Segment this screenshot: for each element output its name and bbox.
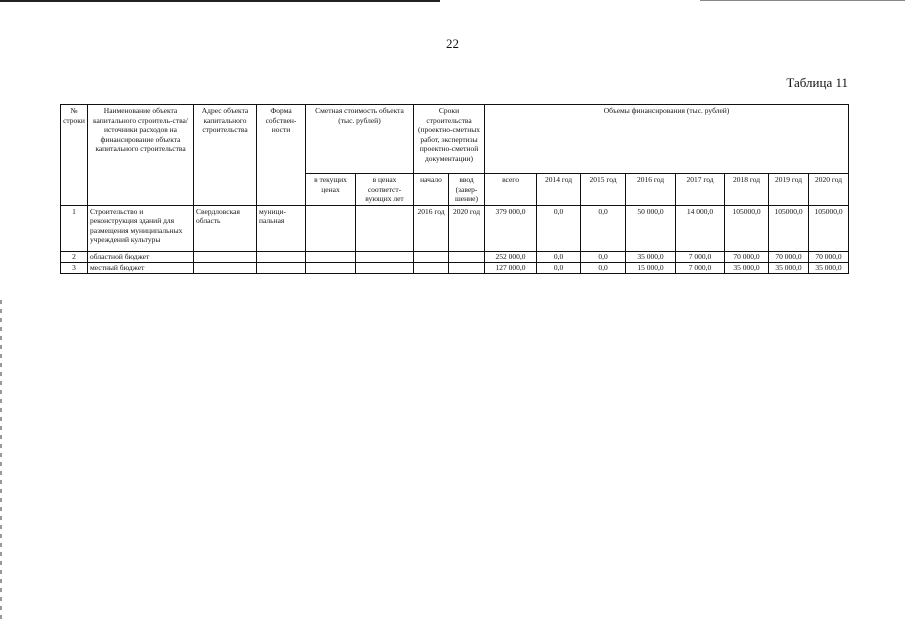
table-row xyxy=(61,262,849,273)
header-year: 2014 год xyxy=(537,174,581,206)
header-ownership: Форма собствен-ности xyxy=(257,105,306,206)
header-terms: Сроки строительства (проектно-сметных работ, экспертизы проектно-сметной документации) xyxy=(414,105,485,174)
cell-total: 127 000,0 xyxy=(485,262,537,273)
header-row-no: № строки xyxy=(61,105,88,206)
header-cost: Сметная стоимость объекта (тыс. рублей) xyxy=(306,105,414,174)
scan-edge-left xyxy=(0,300,2,620)
cell-row-no: 1 xyxy=(61,205,88,251)
cell-year: 0,0 xyxy=(537,251,581,262)
cell-end xyxy=(449,262,485,273)
header-year: 2019 год xyxy=(769,174,809,206)
table-row xyxy=(61,205,849,251)
cell-year: 15 000,0 xyxy=(626,262,676,273)
cell-ownership: муници-пальная xyxy=(257,205,306,251)
cell-address: Свердловская область xyxy=(194,205,257,251)
cell-year: 105000,0 xyxy=(809,205,849,251)
cell-year: 70 000,0 xyxy=(809,251,849,262)
scan-edge-top-right xyxy=(700,0,905,1)
cell-year: 7 000,0 xyxy=(676,251,725,262)
cell-row-no: 2 xyxy=(61,251,88,262)
header-address: Адрес объекта капитального строительства xyxy=(194,105,257,206)
header-term-start: начало xyxy=(414,174,449,206)
header-row-main xyxy=(61,105,849,174)
cell-cost-relevant xyxy=(356,262,414,273)
cell-end xyxy=(449,251,485,262)
page-number: 22 xyxy=(446,36,459,51)
cell-cost-current xyxy=(306,262,356,273)
table-caption: Таблица 11 xyxy=(786,75,848,90)
cell-year: 0,0 xyxy=(581,205,626,251)
cell-year: 50 000,0 xyxy=(626,205,676,251)
header-year: 2016 год xyxy=(626,174,676,206)
header-funding: Объемы финансирования (тыс. рублей) xyxy=(485,105,849,174)
cell-year: 105000,0 xyxy=(725,205,769,251)
header-cost-relevant: в ценах соответст-вующих лет xyxy=(356,174,414,206)
header-year: 2020 год xyxy=(809,174,849,206)
cell-row-no: 3 xyxy=(61,262,88,273)
cell-end: 2020 год xyxy=(449,205,485,251)
cell-start xyxy=(414,262,449,273)
cell-total: 379 000,0 xyxy=(485,205,537,251)
cell-year: 35 000,0 xyxy=(626,251,676,262)
cell-year: 14 000,0 xyxy=(676,205,725,251)
cell-address xyxy=(194,262,257,273)
cell-year: 35 000,0 xyxy=(769,262,809,273)
cell-year: 0,0 xyxy=(581,251,626,262)
header-cost-current: в текущих ценах xyxy=(306,174,356,206)
cell-total: 252 000,0 xyxy=(485,251,537,262)
table-row xyxy=(61,251,849,262)
cell-cost-relevant xyxy=(356,205,414,251)
cell-year: 0,0 xyxy=(537,205,581,251)
cell-name: областной бюджет xyxy=(88,251,194,262)
header-year: 2017 год xyxy=(676,174,725,206)
financing-table xyxy=(60,104,849,274)
scan-edge-top xyxy=(0,0,440,2)
cell-start xyxy=(414,251,449,262)
header-term-end: ввод (завер-шение) xyxy=(449,174,485,206)
cell-year: 105000,0 xyxy=(769,205,809,251)
cell-start: 2016 год xyxy=(414,205,449,251)
header-year: 2015 год xyxy=(581,174,626,206)
cell-name: Строительство и реконструкция зданий для размещения муниципальных учреждений культуры xyxy=(88,205,194,251)
cell-year: 70 000,0 xyxy=(725,251,769,262)
cell-year: 7 000,0 xyxy=(676,262,725,273)
header-total: всего xyxy=(485,174,537,206)
cell-year: 0,0 xyxy=(581,262,626,273)
header-year: 2018 год xyxy=(725,174,769,206)
cell-ownership xyxy=(257,262,306,273)
cell-cost-relevant xyxy=(356,251,414,262)
cell-year: 35 000,0 xyxy=(725,262,769,273)
header-name: Наименование объекта капитального строитель-ства/ источники расходов на финансирование объекта капитального строительства xyxy=(88,105,194,206)
cell-cost-current xyxy=(306,251,356,262)
cell-year: 35 000,0 xyxy=(809,262,849,273)
cell-year: 70 000,0 xyxy=(769,251,809,262)
cell-ownership xyxy=(257,251,306,262)
cell-year: 0,0 xyxy=(537,262,581,273)
cell-address xyxy=(194,251,257,262)
cell-name: местный бюджет xyxy=(88,262,194,273)
cell-cost-current xyxy=(306,205,356,251)
